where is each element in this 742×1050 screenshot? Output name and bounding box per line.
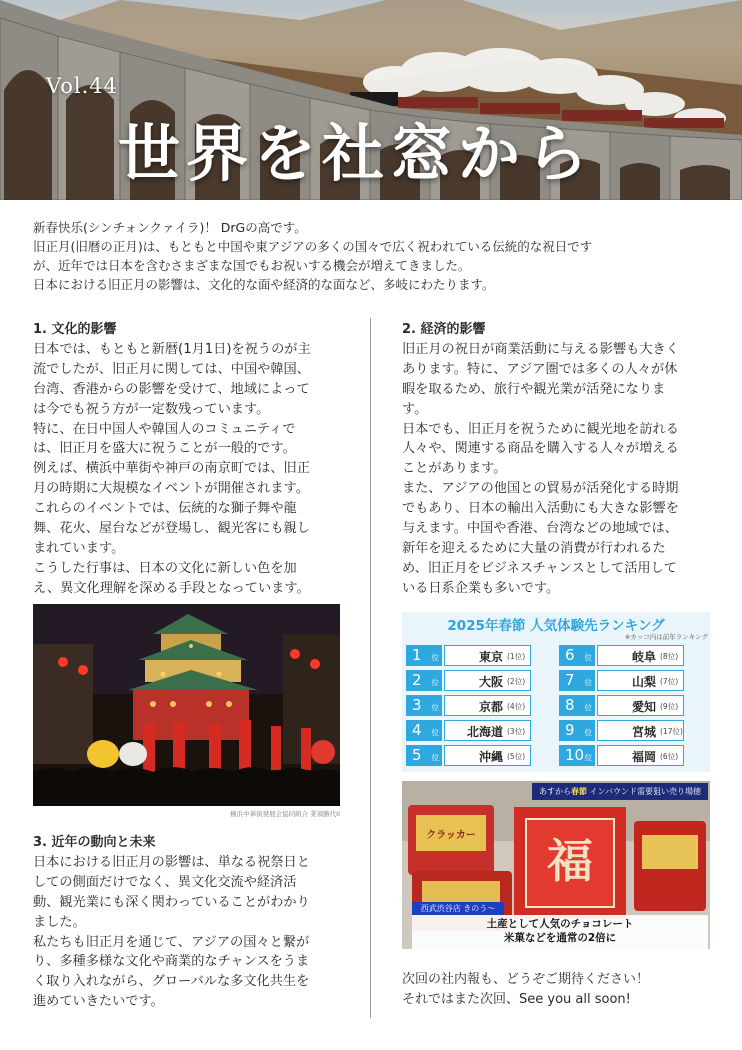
rank-unit: 位	[584, 753, 592, 762]
tv-caption-line: 土産として人気のチョコレート	[486, 918, 634, 930]
volume-number: Vol.44	[46, 74, 118, 98]
tv-banner-rest: インバウンド需要狙い売り場徳	[587, 787, 701, 796]
rank-badge	[406, 720, 442, 741]
rank-place-box	[597, 695, 684, 716]
rank-place-box	[597, 645, 684, 666]
tv-location-tag: 西武渋谷店 きのう〜	[412, 902, 504, 915]
rank-previous: (7位)	[660, 677, 679, 686]
body-line: 台湾、香港からの影響を受けて、地域によって	[33, 381, 310, 397]
ranking-item	[559, 645, 709, 666]
closing-line: 次回の社内報も、どうぞご期待ください！	[402, 972, 650, 987]
ranking-title: 2025年春節 人気体験先ランキング	[447, 618, 665, 634]
body-line: 私たちも旧正月を通じて、アジアの国々と繋が	[33, 934, 310, 950]
rank-unit: 位	[584, 703, 592, 712]
body-line: 暇を取るため、旅行や観光業が活発になりま	[402, 381, 666, 397]
rank-unit: 位	[431, 728, 439, 737]
rank-badge	[559, 745, 595, 766]
body-line: は、旧正月を盛大に祝うことが一般的です。	[33, 441, 296, 457]
rank-place-box	[444, 670, 531, 691]
body-line: ことがあります。	[402, 461, 507, 477]
section-heading: 1. 文化的影響	[33, 322, 117, 337]
rank-badge	[559, 670, 595, 691]
rank-number: 8	[565, 696, 575, 714]
rank-place: 宮城	[631, 725, 656, 739]
rank-unit: 位	[431, 703, 439, 712]
rank-unit: 位	[431, 678, 439, 687]
ranking-item	[559, 745, 709, 766]
rank-previous: (8位)	[660, 652, 679, 661]
rank-number: 7	[565, 671, 575, 689]
tv-banner-prefix: あすから	[539, 787, 571, 796]
rank-previous: (1位)	[507, 652, 526, 661]
rank-place: 岐阜	[631, 650, 656, 664]
body-line: まれています。	[33, 540, 125, 556]
rank-place: 京都	[478, 700, 503, 714]
tv-headline-banner	[532, 783, 708, 800]
rank-number: 4	[412, 721, 422, 739]
rank-previous: (4位)	[507, 702, 526, 711]
rank-previous: (3位)	[507, 727, 526, 736]
rank-unit: 位	[584, 728, 592, 737]
closing-line: それではまた次回、See you all soon!	[402, 991, 631, 1007]
intro-line: が、近年では日本を含むさまざまな国でもお祝いする機会が増えてきました。	[33, 258, 471, 273]
column-divider	[370, 318, 371, 1018]
rank-badge	[406, 645, 442, 666]
body-line: いる日系企業も多いです。	[402, 580, 560, 596]
body-line: 月の時期に大規模なイベントが開催されます。	[33, 481, 309, 497]
body-line: 旧正月の祝日が商業活動に与える影響も大きく	[402, 341, 679, 357]
rank-number: 3	[412, 696, 422, 714]
ranking-item	[406, 670, 556, 691]
tv-caption-line: 米菓などを通常の2倍に	[503, 932, 617, 944]
rank-number: 1	[412, 646, 422, 664]
body-line: 例えば、横浜中華街や神戸の南京町では、旧正	[33, 461, 310, 477]
rank-number: 6	[565, 646, 575, 664]
body-line: 人々や、関連する商品を購入する人々が増える	[402, 441, 679, 457]
ranking-item	[406, 745, 556, 766]
rank-place-box	[444, 720, 531, 741]
body-line: 動、観光業にも深く関わっていることがわかり	[33, 894, 310, 910]
intro-line: 日本における旧正月の影響は、文化的な面や経済的な面など、多岐にわたります。	[33, 277, 495, 292]
section-cultural-impact	[33, 320, 338, 599]
body-line: これらのイベントでは、伝統的な獅子舞や龍	[33, 501, 297, 517]
ranking-item	[406, 720, 556, 741]
rank-place: 福岡	[631, 750, 656, 764]
body-line: く取り入れながら、グローバルな多文化共生を	[33, 974, 310, 990]
body-line: め、旧正月をビジネスチャンスとして活用して	[402, 560, 677, 576]
rank-badge	[406, 695, 442, 716]
rank-place: 沖縄	[478, 750, 503, 764]
photo-credit: 横浜中華街発展会協同組合 業須勝代II	[230, 810, 340, 818]
body-line: 流でしたが、旧正月に関しては、中国や韓国、	[33, 361, 310, 377]
rank-previous: (6位)	[660, 752, 679, 761]
chinatown-festival-photo	[33, 604, 340, 806]
section-heading: 2. 経済的影響	[402, 322, 486, 337]
ranking-item	[559, 720, 709, 741]
rank-unit: 位	[431, 753, 439, 762]
body-line: え、異文化理解を深める手段となっています。	[33, 580, 310, 596]
body-line: 与えます。中国や香港、台湾などの地域では、	[402, 521, 678, 537]
rank-place-box	[444, 745, 531, 766]
body-line: は今でも祝う方が一定数残っています。	[33, 401, 270, 417]
body-line: り、多種多様な文化や商業的なチャンスをうま	[33, 954, 310, 970]
intro-line: 新春快乐(シンチォンクァイラ)！ DrGの高です。	[33, 220, 307, 235]
body-line: 特に、在日中国人や韓国人のコミュニティで	[33, 421, 296, 437]
rank-badge	[559, 645, 595, 666]
hero-banner	[0, 0, 742, 200]
rank-place-box	[444, 645, 531, 666]
section-economic-impact	[402, 320, 708, 599]
rank-unit: 位	[584, 678, 592, 687]
body-line: す。	[402, 401, 428, 417]
rank-badge	[406, 745, 442, 766]
rank-number: 10	[565, 746, 585, 764]
body-line: 進めていきたいです。	[33, 994, 164, 1010]
ranking-item	[559, 695, 709, 716]
rank-place: 山梨	[631, 675, 656, 689]
section-trends-future	[33, 833, 338, 1012]
rank-badge	[406, 670, 442, 691]
rank-place: 大阪	[478, 675, 503, 689]
rank-place-box	[597, 720, 684, 741]
rank-previous: (2位)	[507, 677, 526, 686]
rank-number: 5	[412, 746, 422, 764]
rank-number: 2	[412, 671, 422, 689]
body-line: 日本における旧正月の影響は、単なる祝祭日と	[33, 854, 310, 870]
rank-place-box	[597, 670, 684, 691]
rank-previous: (9位)	[660, 702, 679, 711]
body-line: 舞、花火、屋台などが登場し、観光客にも親し	[33, 521, 310, 537]
rank-badge	[559, 720, 595, 741]
rank-place: 愛知	[631, 700, 656, 714]
section-heading: 3. 近年の動向と未来	[33, 835, 156, 850]
rank-place-box	[444, 695, 531, 716]
body-line: 新年を迎えるために大量の消費が行われるた	[402, 540, 666, 556]
body-line: 日本では、もともと新暦(1月1日)を祝うのが主	[33, 341, 311, 357]
ranking-item	[406, 645, 556, 666]
closing-message	[402, 970, 712, 1009]
rank-unit: 位	[584, 653, 592, 662]
ranking-item	[406, 695, 556, 716]
tv-banner-highlight: 春節	[571, 787, 587, 796]
rank-previous: (5位)	[507, 752, 526, 761]
body-line: でもあり、日本の輸出入活動にも大きな影響を	[402, 501, 679, 517]
body-line: ました。	[33, 914, 86, 930]
rank-place: 北海道	[466, 725, 503, 739]
rank-place: 東京	[478, 650, 503, 664]
rank-badge	[559, 695, 595, 716]
tv-caption	[412, 915, 708, 949]
newsletter-title: 世界を社窓から	[118, 117, 595, 190]
rank-number: 9	[565, 721, 575, 739]
ranking-note: ※カッコ内は前年ランキング	[624, 633, 708, 641]
tin-label: クラッカー	[426, 830, 476, 841]
body-line: あります。特に、アジア圏では多くの人々が休	[402, 361, 678, 377]
intro-text	[33, 218, 713, 294]
body-line: しての側面だけでなく、異文化交流や経済活	[33, 874, 297, 890]
rank-unit: 位	[431, 653, 439, 662]
body-line: また、アジアの他国との貿易が活発化する時期	[402, 481, 679, 497]
intro-line: 旧正月(旧暦の正月)は、もともと中国や東アジアの多くの国々で広く祝われている伝統的な祝日です	[33, 239, 593, 254]
svg-text:福: 福	[547, 834, 593, 888]
body-line: こうした行事は、日本の文化に新しい色を加	[33, 560, 297, 576]
ranking-item	[559, 670, 709, 691]
body-line: 日本でも、旧正月を祝うために観光地を訪れる	[402, 421, 679, 437]
rank-previous: (17位)	[660, 727, 683, 736]
rank-place-box	[597, 745, 684, 766]
